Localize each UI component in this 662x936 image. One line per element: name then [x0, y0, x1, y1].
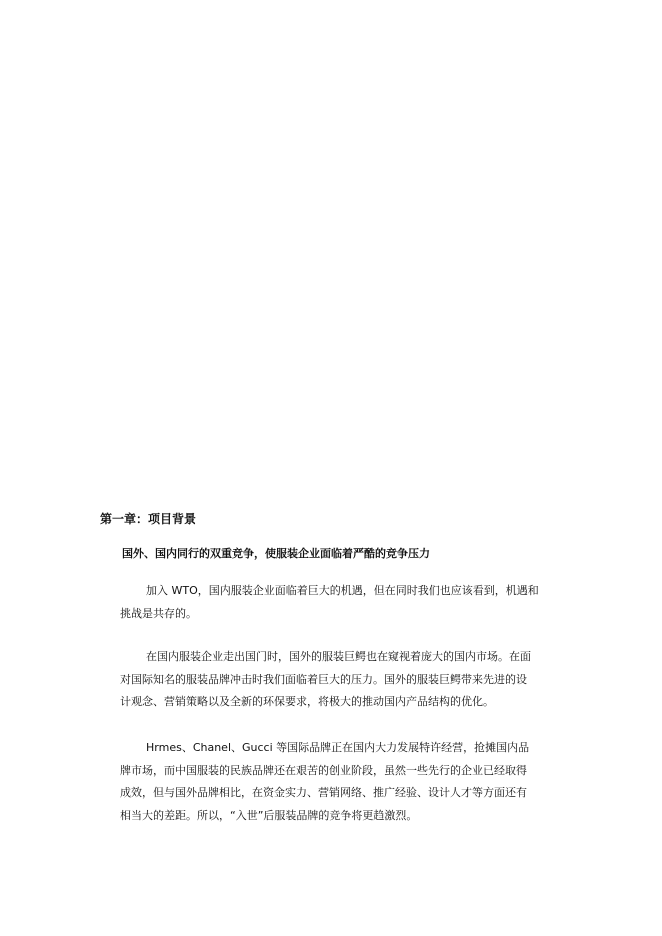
- paragraph-line: 成效，但与国外品牌相比，在资金实力、营销网络、推广经验、设计人才等方面还有: [120, 786, 527, 799]
- paragraph-line: 加入 WTO，国内服装企业面临着巨大的机遇，但在同时我们也应该看到，机遇和: [146, 584, 539, 597]
- paragraph-line: 挑战是共存的。: [120, 606, 197, 620]
- paragraph-brand-competition: [120, 737, 560, 827]
- chapter-title: 第一章：项目背景: [100, 512, 197, 526]
- paragraph-line: 对国际知名的服装品牌冲击时我们面临着巨大的压力。国外的服装巨鳄带来先进的设: [120, 672, 527, 686]
- paragraph-line: Hrmes、Chanel、Gucci 等国际品牌正在国内大力发展特许经营，抢摊国内品: [146, 741, 530, 754]
- paragraph-wto: [120, 580, 560, 625]
- paragraph-foreign-competition: [120, 646, 560, 714]
- section-title: 国外、国内同行的双重竞争，使服装企业面临着严酷的竞争压力: [122, 547, 430, 560]
- paragraph-line: 在国内服装企业走出国门时，国外的服装巨鳄也在窥视着庞大的国内市场。在面: [146, 650, 531, 663]
- paragraph-line: 计观念、营销策略以及全新的环保要求，将极大的推动国内产品结构的优化。: [120, 695, 494, 708]
- paragraph-line: 牌市场，而中国服装的民族品牌还在艰苦的创业阶段，虽然一些先行的企业已经取得: [120, 763, 527, 777]
- paragraph-line: 相当大的差距。所以，“入世”后服装品牌的竞争将更趋激烈。: [120, 808, 418, 822]
